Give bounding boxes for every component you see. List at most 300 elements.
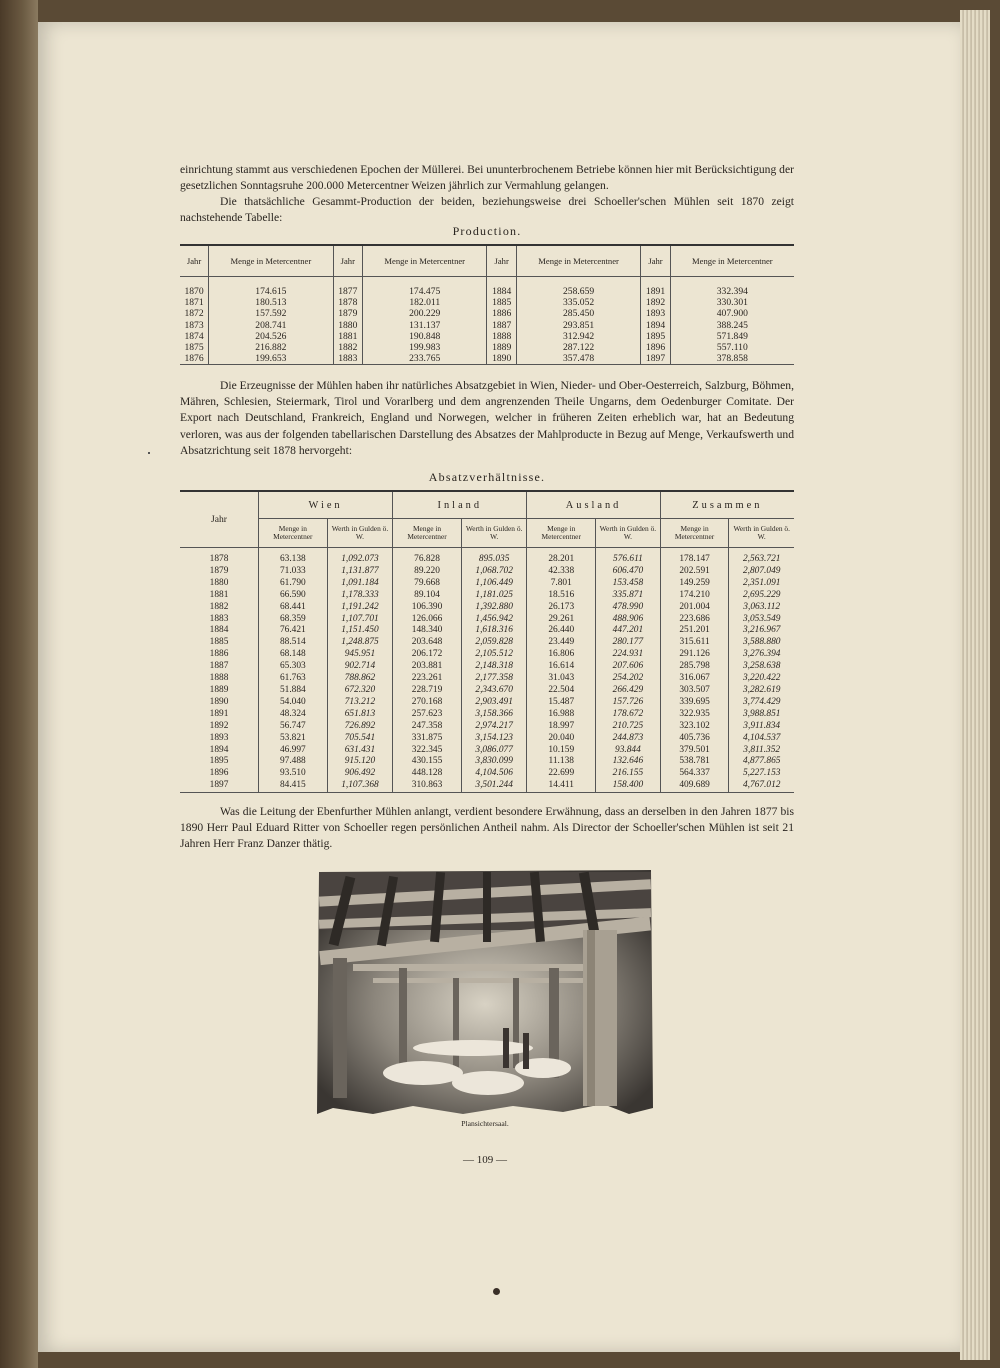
- zusammen-werth: 3,063.112: [729, 602, 794, 614]
- abs-year: 1886: [209, 649, 229, 660]
- abs-year: 1896: [209, 768, 229, 779]
- absatz-row: [180, 733, 794, 745]
- abs-year: 1883: [209, 613, 229, 624]
- inland-werth: 1,618.316: [461, 625, 527, 637]
- production-caption: Production.: [452, 224, 522, 238]
- zusammen-menge: 178.147: [660, 548, 729, 566]
- wien-menge: 88.514: [259, 637, 328, 649]
- wien-menge: 68.359: [259, 614, 328, 626]
- inland-werth: 2,177.358: [461, 673, 527, 685]
- inland-menge: 257.623: [393, 709, 462, 721]
- ausland-werth: 606.470: [596, 566, 661, 578]
- wien-werth: 1,107.368: [327, 780, 393, 792]
- absatz-row: [180, 614, 794, 626]
- zusammen-werth: 3,911.834: [729, 721, 794, 733]
- abs-sub-menge: Menge in Metercentner: [393, 519, 462, 548]
- production-value: 190.848: [362, 331, 487, 342]
- inland-menge: 331.875: [393, 733, 462, 745]
- production-value: 557.110: [670, 342, 794, 353]
- absatz-row: [180, 625, 794, 637]
- zusammen-menge: 323.102: [660, 721, 729, 733]
- ausland-menge: 22.504: [527, 685, 596, 697]
- production-value: 157.592: [209, 308, 334, 319]
- production-row: [180, 331, 794, 342]
- wien-menge: 46.997: [259, 745, 328, 757]
- production-value: 216.882: [209, 342, 334, 353]
- ausland-menge: 16.806: [527, 649, 596, 661]
- ausland-werth: 478.990: [596, 602, 661, 614]
- abs-group-inland: Inland: [393, 491, 527, 519]
- production-value: 258.659: [516, 277, 641, 298]
- inland-menge: 76.828: [393, 548, 462, 566]
- production-value: 182.011: [362, 297, 487, 308]
- ausland-menge: 16.988: [527, 709, 596, 721]
- sales-paragraph: [180, 378, 794, 459]
- wien-werth: 1,092.073: [327, 548, 393, 566]
- prod-col-jahr: Jahr: [186, 256, 202, 266]
- production-value: 208.741: [209, 320, 334, 331]
- production-value: 312.942: [516, 331, 641, 342]
- abs-year: 1895: [209, 756, 229, 767]
- wien-werth: 1,178.333: [327, 590, 393, 602]
- inland-werth: 1,456.942: [461, 614, 527, 626]
- absatz-row: [180, 649, 794, 661]
- ausland-werth: 93.844: [596, 745, 661, 757]
- absatz-row: [180, 602, 794, 614]
- wien-werth: 1,091.184: [327, 578, 393, 590]
- zusammen-werth: 3,282.619: [729, 685, 794, 697]
- inland-menge: 203.648: [393, 637, 462, 649]
- production-year: 1893: [641, 308, 670, 319]
- ausland-werth: 254.202: [596, 673, 661, 685]
- zusammen-werth: 5,227.153: [729, 768, 794, 780]
- inland-werth: 1,181.025: [461, 590, 527, 602]
- production-year: 1881: [333, 331, 362, 342]
- inland-werth: 2,059.828: [461, 637, 527, 649]
- abs-year: 1889: [209, 684, 229, 695]
- ausland-werth: 447.201: [596, 625, 661, 637]
- wien-werth: 631.431: [327, 745, 393, 757]
- inland-werth: 3,501.244: [461, 780, 527, 792]
- wien-werth: 906.492: [327, 768, 393, 780]
- production-year: 1894: [641, 320, 670, 331]
- production-value: 200.229: [362, 308, 487, 319]
- production-value: 131.137: [362, 320, 487, 331]
- zusammen-werth: 3,774.429: [729, 697, 794, 709]
- wien-menge: 65.303: [259, 661, 328, 673]
- zusammen-werth: 3,053.549: [729, 614, 794, 626]
- ausland-werth: 153.458: [596, 578, 661, 590]
- inland-werth: 2,105.512: [461, 649, 527, 661]
- production-value: 407.900: [670, 308, 794, 319]
- ausland-menge: 14.411: [527, 780, 596, 792]
- zusammen-werth: 3,258.638: [729, 661, 794, 673]
- zusammen-werth: 3,276.394: [729, 649, 794, 661]
- production-year: 1871: [184, 297, 204, 309]
- production-value: 233.765: [362, 353, 487, 365]
- wien-werth: 902.714: [327, 661, 393, 673]
- production-row: [180, 308, 794, 319]
- production-value: 199.653: [209, 353, 334, 365]
- production-year: 1889: [487, 342, 516, 353]
- photo-caption: Plansichtersaal.: [461, 1119, 509, 1128]
- wien-werth: 945.951: [327, 649, 393, 661]
- zusammen-werth: 2,563.721: [729, 548, 794, 566]
- ausland-menge: 18.997: [527, 721, 596, 733]
- absatz-table: [180, 490, 794, 793]
- production-value: 357.478: [516, 353, 641, 365]
- abs-year: 1891: [209, 708, 229, 719]
- inland-werth: 3,158.366: [461, 709, 527, 721]
- production-year: 1895: [641, 331, 670, 342]
- abs-group-wien: Wien: [259, 491, 393, 519]
- absatz-row: [180, 721, 794, 733]
- zusammen-menge: 409.689: [660, 780, 729, 792]
- absatz-row: [180, 578, 794, 590]
- inland-werth: 3,830.099: [461, 756, 527, 768]
- prod-col-jahr: Jahr: [641, 245, 670, 277]
- production-row: [180, 320, 794, 331]
- production-value: 180.513: [209, 297, 334, 308]
- wien-werth: 651.813: [327, 709, 393, 721]
- abs-year: 1894: [209, 744, 229, 755]
- book-gutter: [0, 0, 38, 1368]
- production-year: 1872: [184, 308, 204, 320]
- ausland-werth: 488.906: [596, 614, 661, 626]
- wien-werth: 705.541: [327, 733, 393, 745]
- zusammen-werth: 2,807.049: [729, 566, 794, 578]
- wien-menge: 97.488: [259, 756, 328, 768]
- zusammen-menge: 201.004: [660, 602, 729, 614]
- wien-werth: 915.120: [327, 756, 393, 768]
- ausland-menge: 20.040: [527, 733, 596, 745]
- production-year: 1883: [333, 353, 362, 365]
- absatz-caption: Absatzverhältnisse.: [428, 470, 546, 484]
- production-row: [180, 297, 794, 308]
- production-value: 571.849: [670, 331, 794, 342]
- production-year: 1878: [333, 297, 362, 308]
- ausland-werth: 335.871: [596, 590, 661, 602]
- absatz-row: [180, 745, 794, 757]
- margin-speck: [148, 452, 150, 454]
- management-paragraph: [180, 804, 794, 853]
- wien-menge: 61.790: [259, 578, 328, 590]
- production-value: 174.475: [362, 277, 487, 298]
- ausland-menge: 11.138: [527, 756, 596, 768]
- production-table: [180, 244, 794, 365]
- wien-werth: 1,107.701: [327, 614, 393, 626]
- production-row: [180, 342, 794, 353]
- ausland-werth: 224.931: [596, 649, 661, 661]
- production-year: 1870: [184, 286, 204, 297]
- zusammen-menge: 285.798: [660, 661, 729, 673]
- inland-menge: 126.066: [393, 614, 462, 626]
- ausland-werth: 244.873: [596, 733, 661, 745]
- abs-sub-menge: Menge in Metercentner: [660, 519, 729, 548]
- production-value: 174.615: [209, 277, 334, 298]
- inland-menge: 89.104: [393, 590, 462, 602]
- inland-werth: 2,974.217: [461, 721, 527, 733]
- production-year: 1884: [487, 277, 516, 298]
- wien-werth: 1,248.875: [327, 637, 393, 649]
- ausland-werth: 157.726: [596, 697, 661, 709]
- inland-menge: 106.390: [393, 602, 462, 614]
- ausland-menge: 29.261: [527, 614, 596, 626]
- ausland-menge: 31.043: [527, 673, 596, 685]
- wien-werth: 672.320: [327, 685, 393, 697]
- ausland-werth: 207.606: [596, 661, 661, 673]
- absatz-row: [180, 673, 794, 685]
- abs-year: 1882: [209, 601, 229, 612]
- wien-menge: 84.415: [259, 780, 328, 792]
- abs-year: 1885: [209, 637, 229, 648]
- abs-year: 1897: [209, 780, 229, 791]
- ausland-menge: 16.614: [527, 661, 596, 673]
- zusammen-menge: 316.067: [660, 673, 729, 685]
- inland-werth: 3,086.077: [461, 745, 527, 757]
- absatz-table-body: [180, 548, 794, 793]
- inland-menge: 228.719: [393, 685, 462, 697]
- wien-werth: 1,131.877: [327, 566, 393, 578]
- abs-sub-menge: Menge in Metercentner: [259, 519, 328, 548]
- inland-menge: 203.881: [393, 661, 462, 673]
- production-value: 335.052: [516, 297, 641, 308]
- abs-sub-werth: Werth in Gulden ö. W.: [729, 519, 794, 548]
- wien-menge: 68.148: [259, 649, 328, 661]
- wien-werth: 726.892: [327, 721, 393, 733]
- wien-werth: 713.212: [327, 697, 393, 709]
- inland-menge: 223.261: [393, 673, 462, 685]
- wien-menge: 66.590: [259, 590, 328, 602]
- zusammen-menge: 202.591: [660, 566, 729, 578]
- prod-col-jahr: Jahr: [487, 245, 516, 277]
- abs-year: 1884: [209, 625, 229, 636]
- inland-werth: 1,392.880: [461, 602, 527, 614]
- ausland-menge: 7.801: [527, 578, 596, 590]
- abs-year: 1893: [209, 732, 229, 743]
- zusammen-menge: 303.507: [660, 685, 729, 697]
- ink-dot-mark: [493, 1288, 500, 1295]
- ausland-werth: 216.155: [596, 768, 661, 780]
- prod-col-menge: Menge in Metercentner: [362, 245, 487, 277]
- production-year: 1880: [333, 320, 362, 331]
- production-year: 1896: [641, 342, 670, 353]
- inland-menge: 448.128: [393, 768, 462, 780]
- wien-menge: 51.884: [259, 685, 328, 697]
- intro-paragraph-2: [180, 194, 794, 226]
- inland-werth: 895.035: [461, 548, 527, 566]
- absatz-row: [180, 590, 794, 602]
- zusammen-werth: 3,216.967: [729, 625, 794, 637]
- inland-werth: 2,903.491: [461, 697, 527, 709]
- intro-paragraph-1: einrichtung stammt aus verschiedenen Epochen der Müllerei. Bei ununterbrochenem Betriebe können hier mit Berücksichtigung der gesetzlichen Sonntagsruhe 200.000 Metercentner Weizen jährlich zur Vermahlung gelangen.: [180, 163, 794, 193]
- abs-year: 1879: [209, 565, 229, 576]
- production-year: 1888: [487, 331, 516, 342]
- zusammen-menge: 339.695: [660, 697, 729, 709]
- ausland-menge: 26.173: [527, 602, 596, 614]
- production-value: 378.858: [670, 353, 794, 365]
- inland-menge: 206.172: [393, 649, 462, 661]
- prod-col-menge: Menge in Metercentner: [209, 245, 334, 277]
- production-year: 1874: [184, 330, 204, 342]
- production-year: 1875: [184, 342, 204, 354]
- inland-menge: 89.220: [393, 566, 462, 578]
- zusammen-werth: 3,988.851: [729, 709, 794, 721]
- production-year: 1882: [333, 342, 362, 353]
- wien-menge: 76.421: [259, 625, 328, 637]
- wien-menge: 53.821: [259, 733, 328, 745]
- absatz-row: [180, 709, 794, 721]
- production-year: 1885: [487, 297, 516, 308]
- ausland-menge: 28.201: [527, 548, 596, 566]
- wien-menge: 63.138: [259, 548, 328, 566]
- ausland-menge: 18.516: [527, 590, 596, 602]
- abs-sub-menge: Menge in Metercentner: [527, 519, 596, 548]
- inland-menge: 247.358: [393, 721, 462, 733]
- abs-sub-werth: Werth in Gulden ö. W.: [327, 519, 393, 548]
- ausland-menge: 22.699: [527, 768, 596, 780]
- wien-menge: 48.324: [259, 709, 328, 721]
- zusammen-werth: 3,220.422: [729, 673, 794, 685]
- ausland-werth: 178.672: [596, 709, 661, 721]
- prod-col-menge: Menge in Metercentner: [516, 245, 641, 277]
- prod-col-menge: Menge in Metercentner: [670, 245, 794, 277]
- production-year: 1891: [641, 277, 670, 298]
- inland-menge: 322.345: [393, 745, 462, 757]
- inland-werth: 2,343.670: [461, 685, 527, 697]
- page-stack-edge: [960, 10, 990, 1360]
- production-year: 1886: [487, 308, 516, 319]
- abs-year: 1881: [209, 589, 229, 600]
- wien-menge: 71.033: [259, 566, 328, 578]
- ausland-werth: 280.177: [596, 637, 661, 649]
- production-year: 1873: [184, 319, 204, 331]
- production-table-body: [180, 277, 794, 365]
- inland-menge: 148.340: [393, 625, 462, 637]
- zusammen-menge: 564.337: [660, 768, 729, 780]
- ausland-werth: 576.611: [596, 548, 661, 566]
- absatz-row: [180, 756, 794, 768]
- zusammen-menge: 379.501: [660, 745, 729, 757]
- production-year: 1892: [641, 297, 670, 308]
- wien-werth: 788.862: [327, 673, 393, 685]
- zusammen-werth: 3,811.352: [729, 745, 794, 757]
- ausland-werth: 266.429: [596, 685, 661, 697]
- production-value: 204.526: [209, 331, 334, 342]
- inland-menge: 79.668: [393, 578, 462, 590]
- abs-year: 1888: [209, 673, 229, 684]
- production-value: 199.983: [362, 342, 487, 353]
- production-row: [180, 277, 794, 298]
- absatz-row: [180, 548, 794, 566]
- absatz-row: [180, 697, 794, 709]
- inland-menge: 430.155: [393, 756, 462, 768]
- ausland-werth: 210.725: [596, 721, 661, 733]
- zusammen-menge: 291.126: [660, 649, 729, 661]
- inland-werth: 3,154.123: [461, 733, 527, 745]
- wien-menge: 68.441: [259, 602, 328, 614]
- sales-paragraph-text: Die Erzeugnisse der Mühlen haben ihr natürliches Absatzgebiet in Wien, Nieder- und Ober-Oesterreich, Salzburg, Böhmen, Mähren, Schlesien, Steiermark, Tirol und Vorarlberg und dem angrenzenden Theile Ungarns, dem Oedenburger Comitate. Der Export nach Deutschland, Frankreich, England und Norwegen, welcher in früheren Zeiten erheblich war, hat an Bedeutung verloren, was aus der folgenden tabellarischen Darstellung des Absatzes der Mahlproducte in Bezug auf Menge, Verkaufswerth und Absatzrichtung seit 1878 hervorgeht:: [180, 379, 794, 457]
- production-value: 287.122: [516, 342, 641, 353]
- mill-hall-photo: [313, 868, 657, 1118]
- wien-menge: 93.510: [259, 768, 328, 780]
- zusammen-menge: 315.611: [660, 637, 729, 649]
- absatz-row: [180, 637, 794, 649]
- wien-menge: 56.747: [259, 721, 328, 733]
- ausland-menge: 26.440: [527, 625, 596, 637]
- production-value: 332.394: [670, 277, 794, 298]
- zusammen-werth: 2,695.229: [729, 590, 794, 602]
- absatz-row: [180, 566, 794, 578]
- wien-werth: 1,151.450: [327, 625, 393, 637]
- zusammen-menge: 149.259: [660, 578, 729, 590]
- ausland-menge: 23.449: [527, 637, 596, 649]
- wien-menge: 54.040: [259, 697, 328, 709]
- production-value: 285.450: [516, 308, 641, 319]
- zusammen-menge: 538.781: [660, 756, 729, 768]
- zusammen-menge: 223.686: [660, 614, 729, 626]
- prod-col-jahr: Jahr: [333, 245, 362, 277]
- inland-werth: 2,148.318: [461, 661, 527, 673]
- zusammen-menge: 174.210: [660, 590, 729, 602]
- absatz-row: [180, 661, 794, 673]
- inland-werth: 4,104.506: [461, 768, 527, 780]
- absatz-row: [180, 685, 794, 697]
- production-year: 1890: [487, 353, 516, 365]
- wien-werth: 1,191.242: [327, 602, 393, 614]
- absatz-row: [180, 780, 794, 792]
- inland-werth: 1,068.702: [461, 566, 527, 578]
- zusammen-werth: 3,588.880: [729, 637, 794, 649]
- production-year: 1897: [641, 353, 670, 365]
- production-value: 330.301: [670, 297, 794, 308]
- ausland-menge: 10.159: [527, 745, 596, 757]
- production-value: 293.851: [516, 320, 641, 331]
- production-row: [180, 353, 794, 365]
- management-paragraph-text: Was die Leitung der Ebenfurther Mühlen anlangt, verdient besondere Erwähnung, dass an derselben in den Jahren 1877 bis 1890 Herr Paul Eduard Ritter von Schoeller regen persönlichen Antheil nahm. Als Director der Schoeller'schen Mühlen ist seit 21 Jahren Herr Franz Danzer thätig.: [180, 805, 794, 851]
- abs-year: 1880: [209, 577, 229, 588]
- abs-sub-werth: Werth in Gulden ö. W.: [596, 519, 661, 548]
- intro-paragraph-2-text: Die thatsächliche Gesammt-Production der beiden, beziehungsweise drei Schoeller'schen Mühlen seit 1870 zeigt nachstehende Tabelle:: [180, 195, 794, 225]
- ausland-werth: 158.400: [596, 780, 661, 792]
- inland-menge: 310.863: [393, 780, 462, 792]
- ausland-menge: 42.338: [527, 566, 596, 578]
- abs-year: 1878: [209, 554, 229, 564]
- production-value: 388.245: [670, 320, 794, 331]
- abs-year: 1890: [209, 696, 229, 707]
- zusammen-werth: 4,104.537: [729, 733, 794, 745]
- ausland-werth: 132.646: [596, 756, 661, 768]
- ausland-menge: 15.487: [527, 697, 596, 709]
- abs-sub-werth: Werth in Gulden ö. W.: [461, 519, 527, 548]
- absatz-row: [180, 768, 794, 780]
- abs-group-ausland: Ausland: [527, 491, 660, 519]
- production-year: 1877: [333, 277, 362, 298]
- zusammen-menge: 405.736: [660, 733, 729, 745]
- production-year: 1876: [184, 353, 204, 365]
- production-year: 1887: [487, 320, 516, 331]
- abs-group-zusammen: Zusammen: [660, 491, 794, 519]
- zusammen-werth: 2,351.091: [729, 578, 794, 590]
- inland-menge: 270.168: [393, 697, 462, 709]
- zusammen-werth: 4,767.012: [729, 780, 794, 792]
- wien-menge: 61.763: [259, 673, 328, 685]
- zusammen-menge: 322.935: [660, 709, 729, 721]
- zusammen-werth: 4,877.865: [729, 756, 794, 768]
- production-year: 1879: [333, 308, 362, 319]
- page-number: — 109 —: [463, 1154, 507, 1166]
- abs-year: 1887: [209, 661, 229, 672]
